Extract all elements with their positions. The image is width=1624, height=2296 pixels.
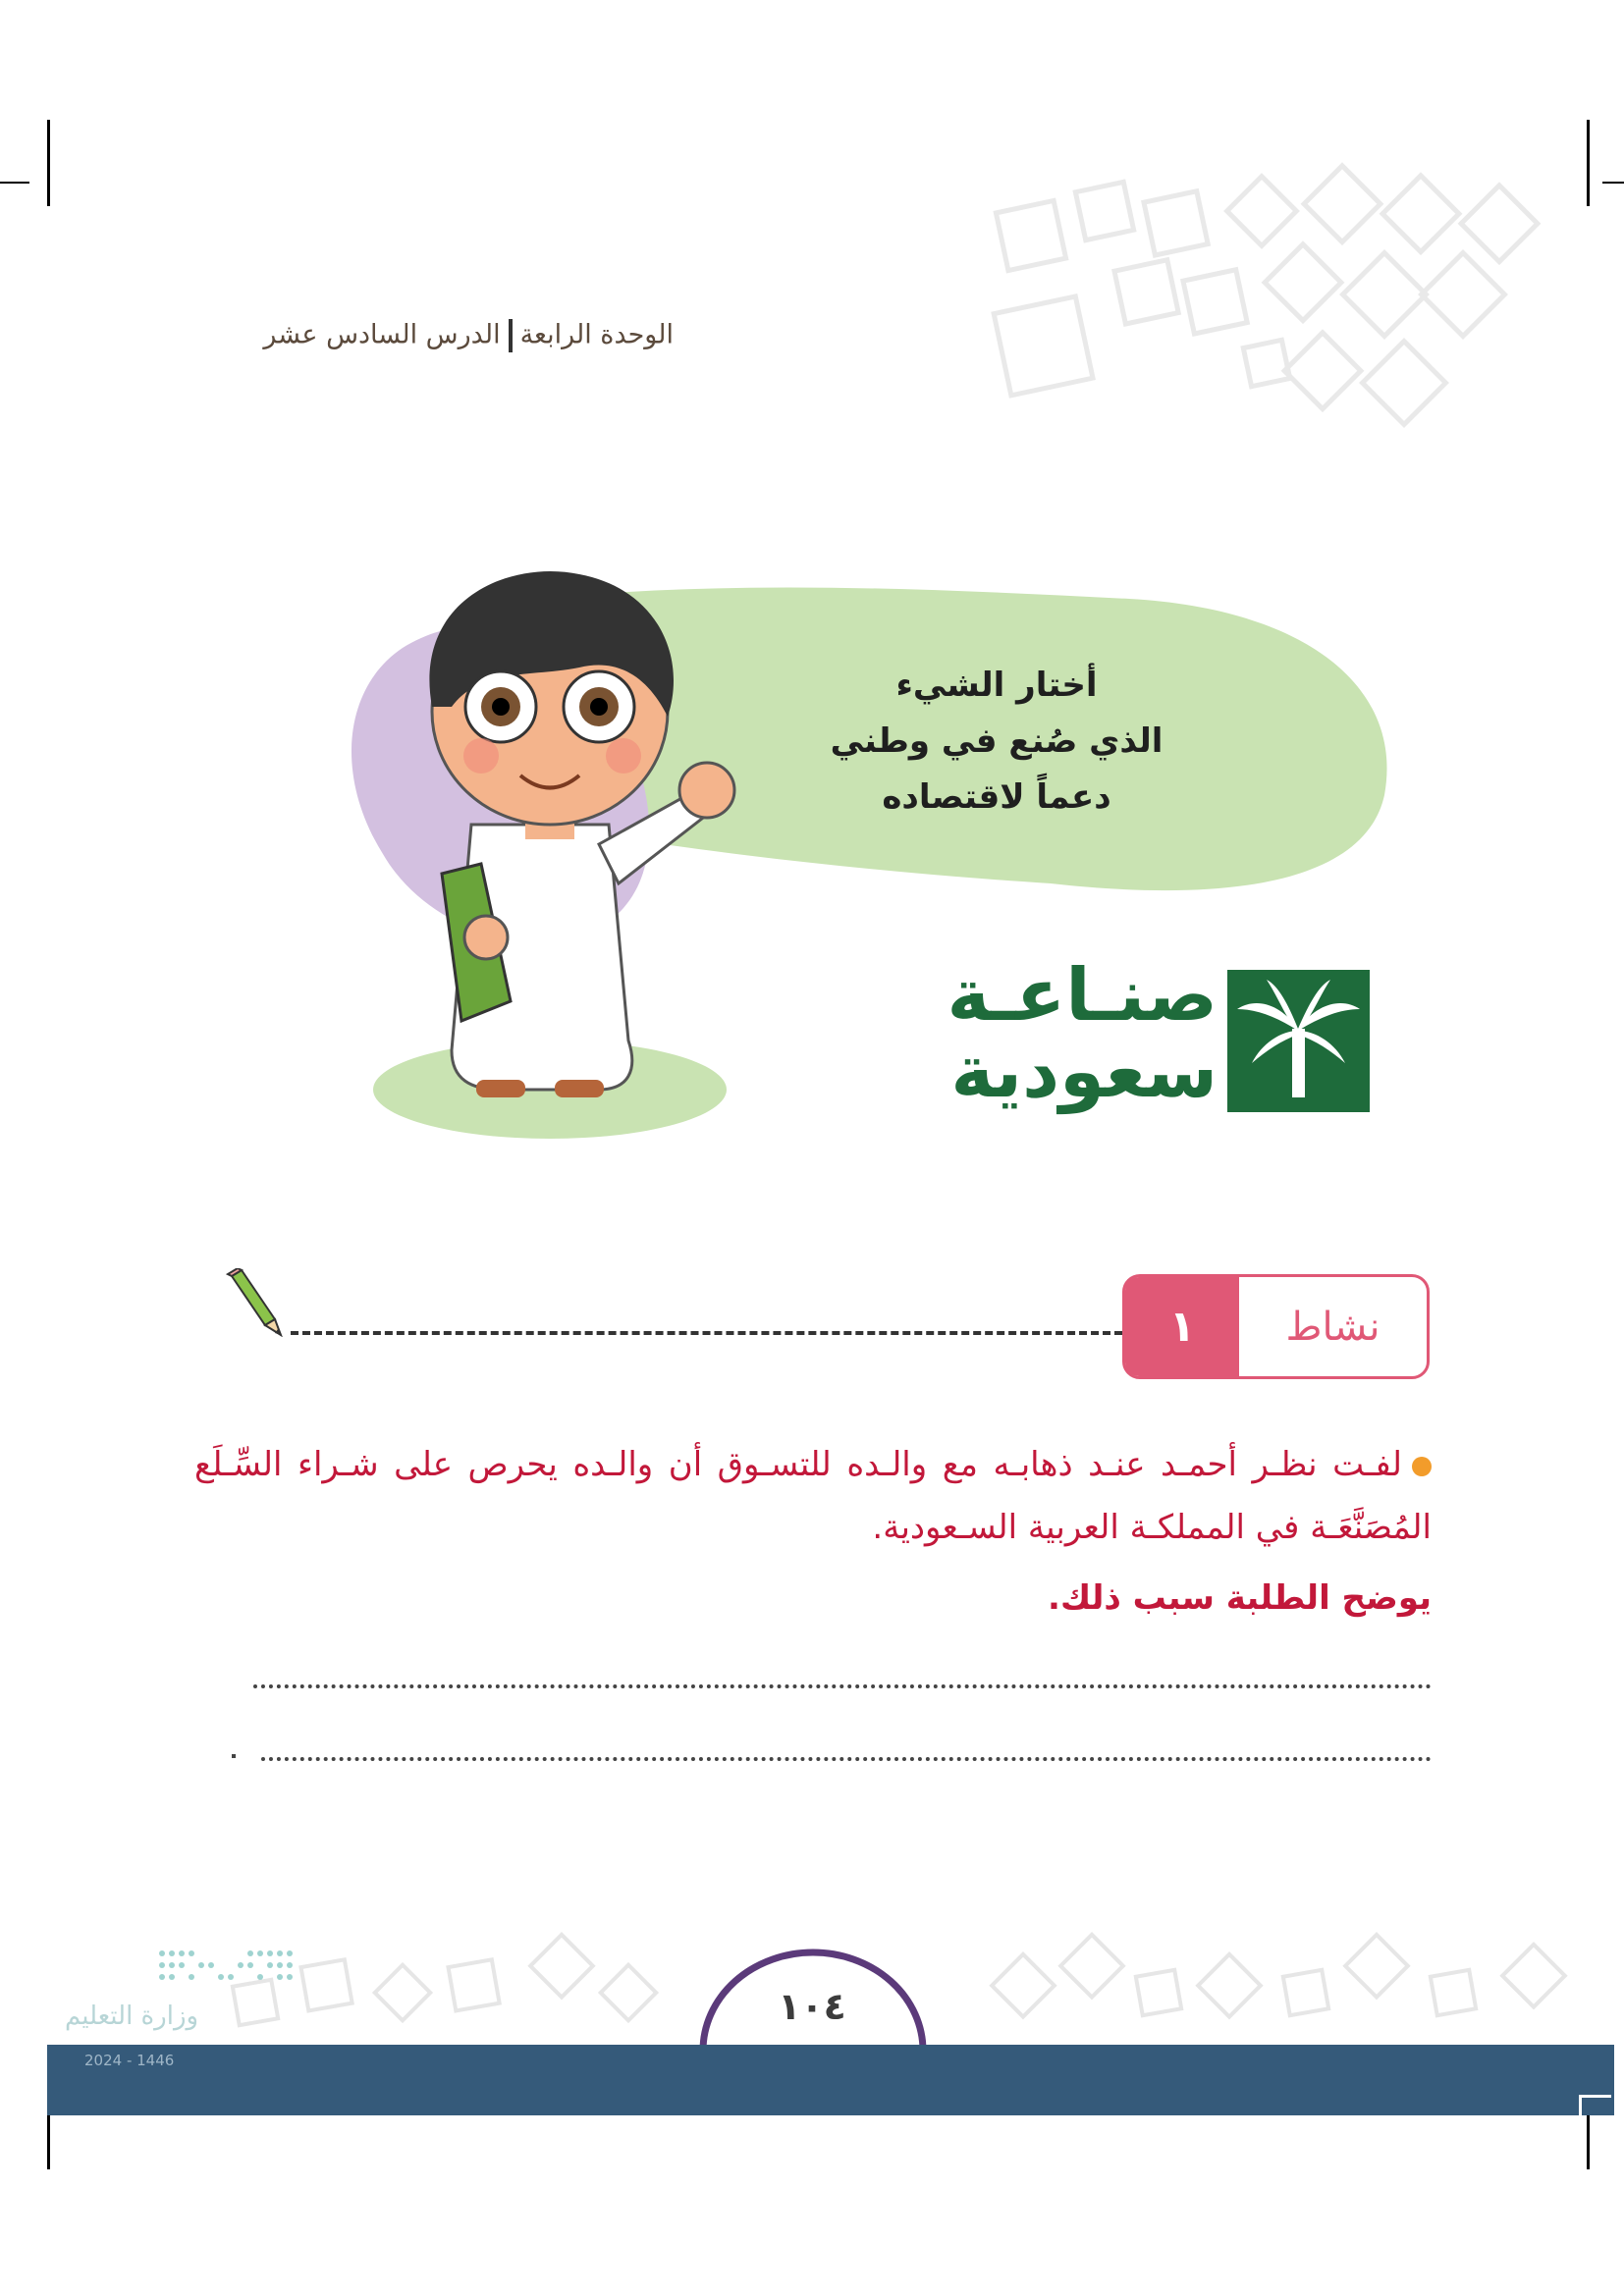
header-decoration [962,157,1591,471]
activity-badge [1122,1274,1430,1379]
crop-mark [1587,2110,1590,2169]
activity-instruction: يوضح الطلبة سبب ذلك. [1048,1578,1432,1618]
page-number: ١٠٤ [778,1985,846,2028]
speech-bubble-text [815,658,1178,826]
pencil-icon [224,1268,285,1337]
activity-paragraph [194,1433,1432,1559]
crop-mark [0,182,29,184]
saudi-made-logo-text [889,953,1218,1114]
crop-mark [47,120,50,206]
footer-corner-mark [1579,2095,1611,2117]
lesson-title: الدرس السادس عشر [263,319,501,350]
bullet-icon [1412,1457,1432,1476]
footer-bar [47,2045,1614,2115]
paragraph-text: لفـت نظـر أحمـد عنـد ذهابـه مع والـده للتسـوق أن والـده يحرص على شـراء السِّـلَع المُصَنَّعَـة في المملكـة العربية السـعودية. [194,1445,1432,1547]
moe-logo-dots [152,1944,299,1993]
crop-mark [1602,182,1624,184]
unit-title: الوحدة الرابعة [519,319,674,350]
header-divider [509,319,513,352]
activity-label: نشاط [1285,1304,1380,1350]
activity-divider [291,1331,1122,1335]
lesson-header [263,319,674,352]
ministry-name: وزارة التعليم [65,2002,199,2031]
palm-tree-icon [1227,970,1370,1112]
logo-line: سعودية [950,1030,1218,1114]
activity-number: ١ [1125,1277,1239,1376]
speech-line: الذي صُنع في وطني [830,721,1164,761]
speech-line: دعماً لاقتصاده [882,777,1111,817]
edition-year: 2024 - 1446 [84,2052,175,2069]
answer-line-dot [232,1754,236,1758]
speech-line: أختار الشيء [895,666,1098,705]
answer-line[interactable] [253,1684,1432,1688]
answer-line[interactable] [261,1757,1432,1761]
logo-line: صنـاعـة [947,953,1218,1038]
crop-mark [47,2110,50,2169]
